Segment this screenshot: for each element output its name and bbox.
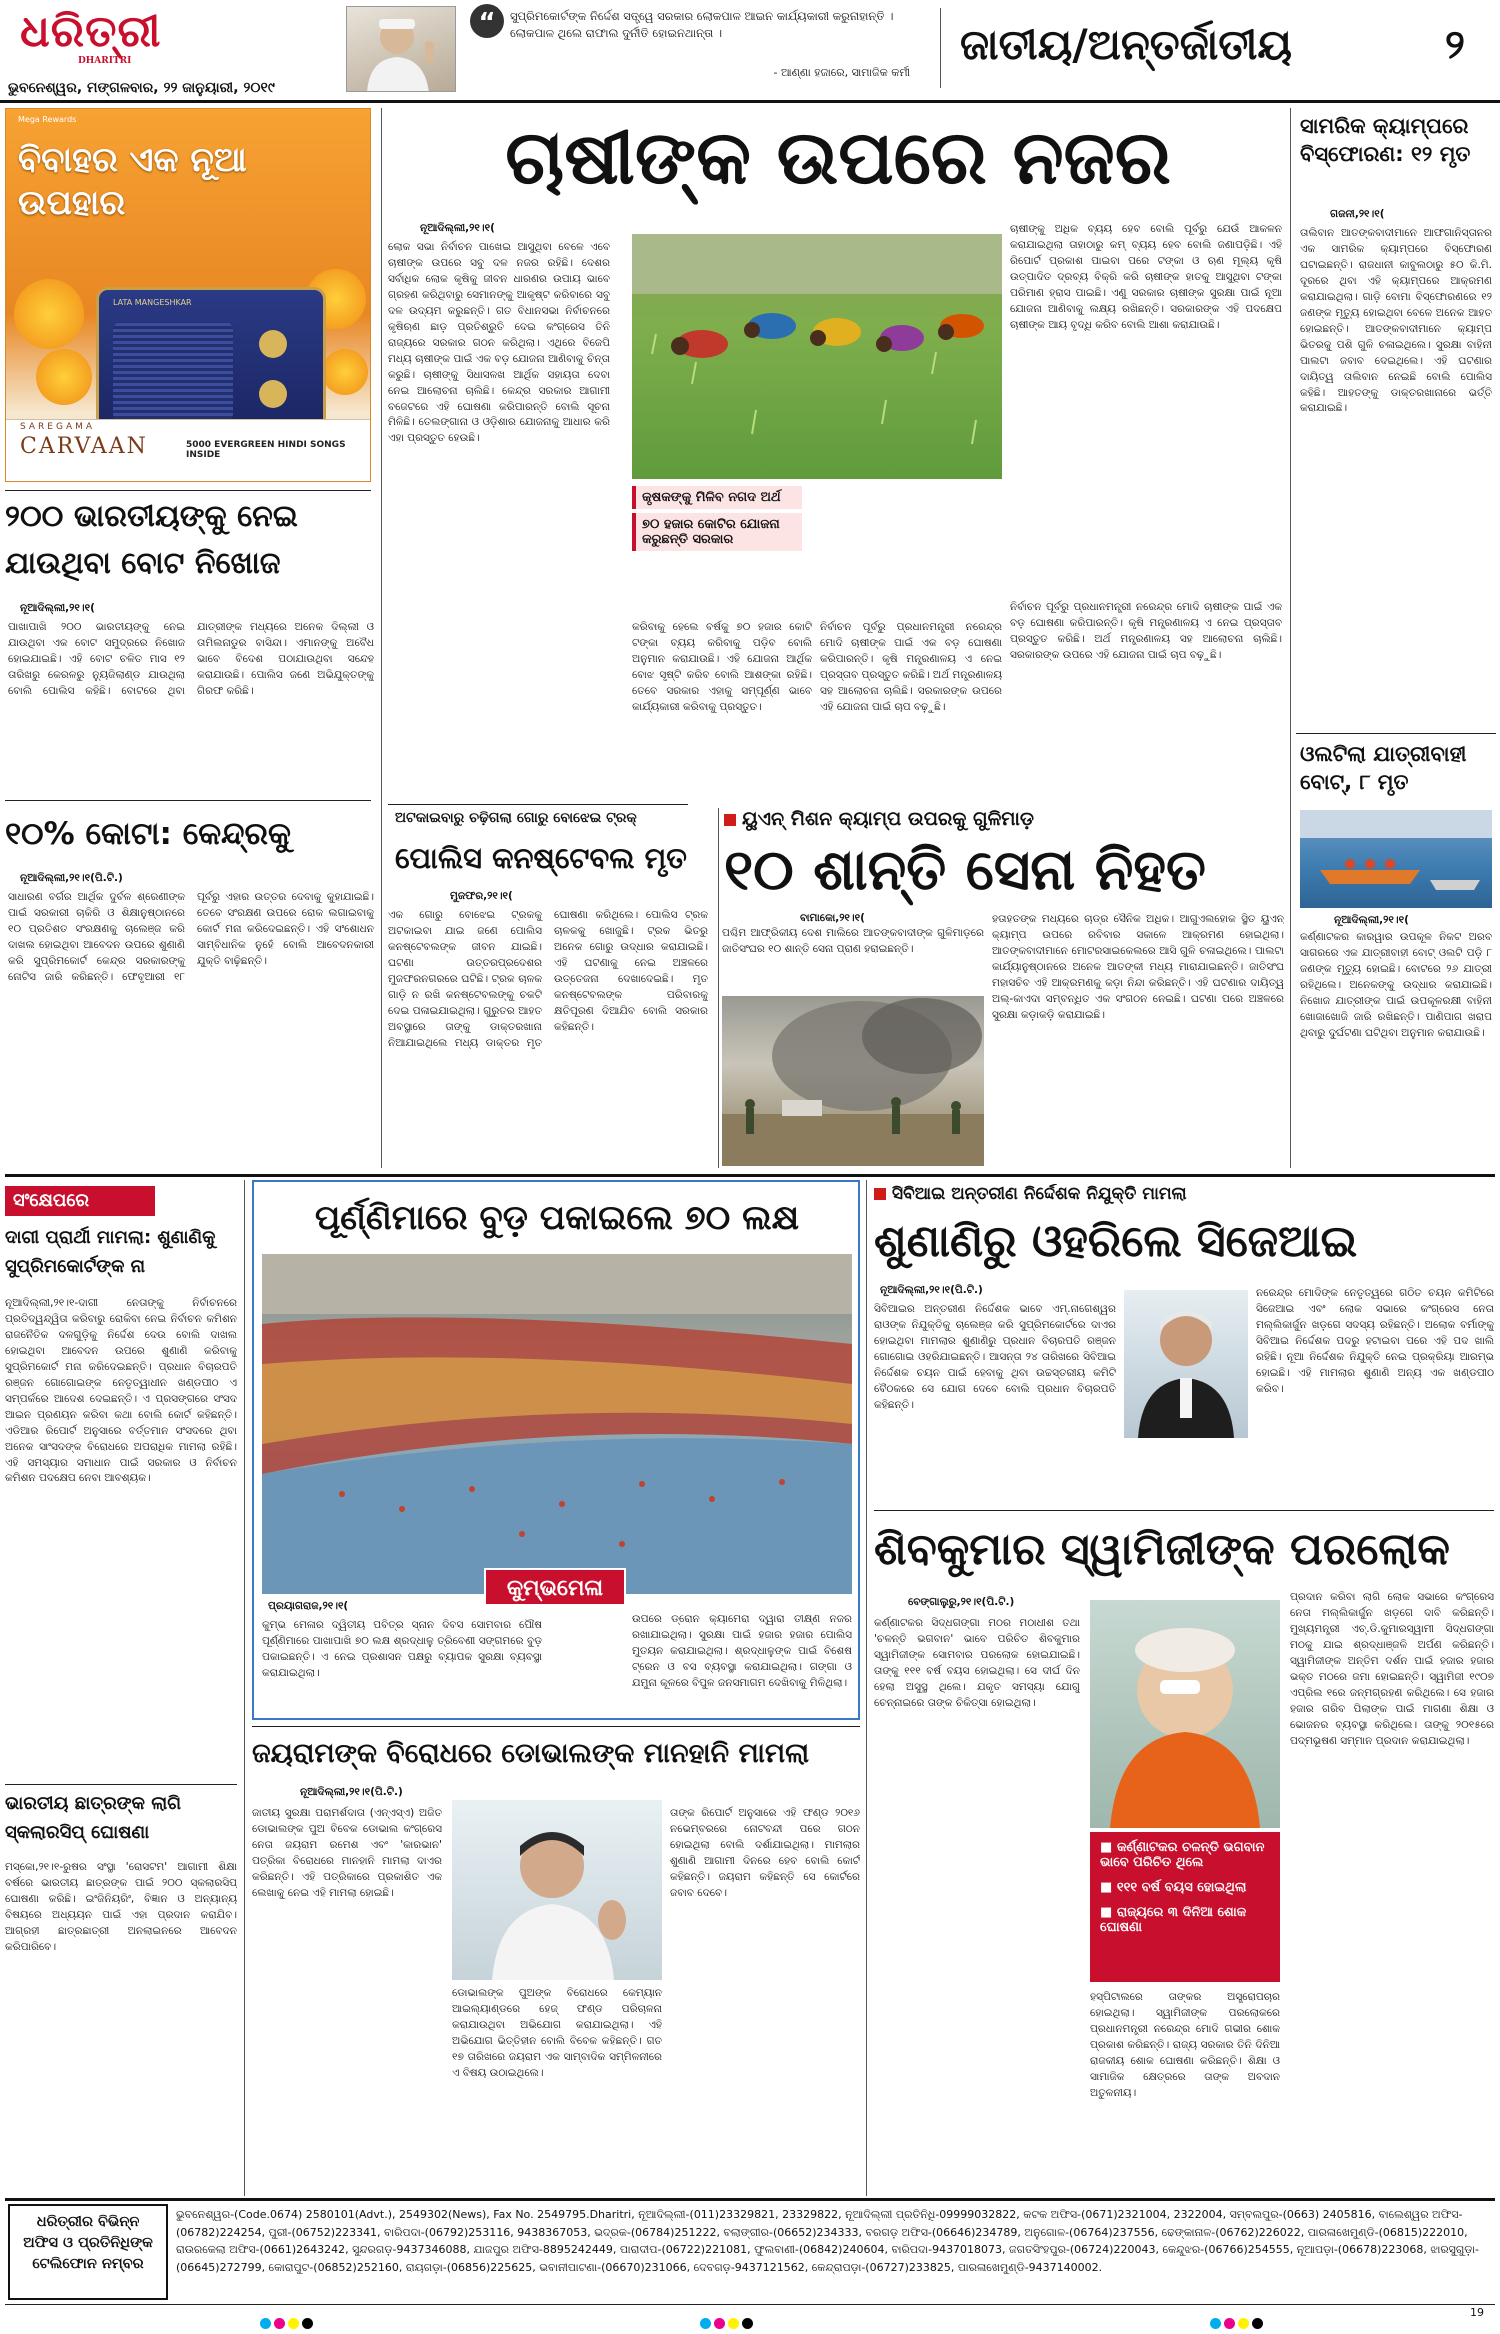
advertisement[interactable]: [5, 108, 371, 482]
marigold-decoration: [322, 349, 368, 395]
constable-headline: ପୋଲିସ କନଷ୍ଟେବଲ ମୃତ: [395, 841, 687, 875]
jairam-photo: [452, 1800, 662, 1980]
radio-label: LATA MANGESHKAR: [113, 298, 192, 307]
boat-missing-headline: ୨୦୦ ଭାରତୀୟଙ୍କୁ ନେଇ ଯାଉଥିବା ବୋଟ ନିଖୋଜ: [5, 499, 298, 581]
shiva-highlights: [1090, 1832, 1280, 1982]
peacekeepers-body-col2: ହତାହତଙ୍କ ମଧ୍ୟରେ ଚାଡ୍‌ର ସୈନିକ ଅଧିକ। ଆଗୁଏଲହୋକ ସ୍ଥିତ ୟୁଏନ୍ କ୍ୟାମ୍ପ ଉପରେ ରବିବାର ସକାଳେ ଆକ୍ରମଣ ହୋଇଥିଲା। ଆତଙ୍କବାଦୀମାନେ ମୋଟରସାଇକେଲରେ ଆସି ଗୁଳି ଚଳାଇଥିଲେ। ପାଲଟା କାର୍ଯ୍ୟାନୁଷ୍ଠାନରେ ଅନେକ ଆତଙ୍କୀ ମଧ୍ୟ ମାରାଯାଇଛନ୍ତି। ଜାତିସଂଘ ମହାସଚିବ ଏହି ଆକ୍ରମଣକୁ କଡ଼ା ନିନ୍ଦା କରିଛନ୍ତି। ଏହି ଘଟଣାର ଦାୟିତ୍ୱ ଅଲ୍‌-କାଏଦା ସମ୍ବନ୍ଧିତ ଏକ ସଂଗଠନ ନେଇଛି। ଘଟଣା ପରେ ଅଞ୍ଚଳରେ ସୁରକ୍ଷା କଡ଼ାକଡ଼ି କରାଯାଇଛି।: [992, 913, 1284, 1021]
ad-tagline: 5000 EVERGREEN HINDI SONGS INSIDE: [186, 440, 346, 460]
ad-corner-text: Mega Rewards: [18, 115, 77, 124]
quote-attribution: - ଆଣ୍ଣା ହଜାରେ, ସାମାଜିକ କର୍ମୀ: [773, 66, 910, 79]
blast-headline: ସାମରିକ କ୍ୟାମ୍ପରେ ବିସ୍ଫୋରଣ: ୧୨ ମୃତ: [1300, 114, 1471, 167]
shiva-dateline: ବେଙ୍ଗାଲୁରୁ,୨୧।୧(ପି.ଟି.): [908, 1596, 1015, 1608]
newspaper-logo: [20, 8, 250, 68]
magenta-dot-icon: [274, 2318, 285, 2329]
section-rule: [1296, 733, 1496, 734]
highlight-item: ■ କର୍ଣ୍ଣାଟକର ଚଳନ୍ତି ଭଗବାନ ଭାବେ ପରିଚିତ ଥିଲେ: [1100, 1840, 1270, 1870]
section-title: ଜାତୀୟ/ଅନ୍ତର୍ଜାତୀୟ: [960, 20, 1293, 69]
blast-body: ତାଲିବାନ ଆତଙ୍କବାଦୀମାନେ ଆଫଗାନିସ୍ତାନର ଏକ ସାମରିକ କ୍ୟାମ୍ପରେ ବିସ୍ଫୋରଣ ଘଟାଇଛନ୍ତି। ରାଜଧାନୀ କାବୁଲଠାରୁ ୫୦ କି.ମି. ଦୂରରେ ଥିବା ଏହି କ୍ୟାମ୍ପରେ ଆକ୍ରମଣ କରାଯାଇଥିଲା। ଗାଡ଼ି ବୋମା ବିସ୍ଫୋରଣରେ ୧୨ ଜଣଙ୍କ ମୃତ୍ୟୁ ହୋଇଥିବା ବେଳେ ଅନେକ ଆହତ ହୋଇଛନ୍ତି। ଆତଙ୍କବାଦୀମାନେ କ୍ୟାମ୍ପ ଭିତରକୁ ପଶି ଗୁଳି ଚଳାଇଥିଲେ। ସୁରକ୍ଷା ବାହିନୀ ପାଲଟା ଜବାବ ଦେଇଥିଲେ। ଏହି ଘଟଣାର ଦାୟିତ୍ୱ ତାଲିବାନ ନେଇଛି ବୋଲି ପୋଲିସ କହିଛି। ଆହତଙ୍କୁ ଡାକ୍ତରଖାନାରେ ଭର୍ତ୍ତି କରାଯାଇଛି।: [1300, 227, 1492, 415]
lead-headline: ଚାଷୀଙ୍କ ଉପରେ ନଜର: [505, 115, 1171, 201]
cji-photo: [1124, 1290, 1248, 1438]
cbi-kicker: [874, 1184, 1494, 1208]
boat-missing-body: ପାଖାପାଖି ୨୦୦ ଭାରତୀୟଙ୍କୁ ନେଇ ଯାଉଥିବା ଏକ ବୋଟ ସମୁଦ୍ରରେ ନିଖୋଜ ହୋଇଯାଇଛି। ଏହି ବୋଟ ଚଳିତ ମାସ ୧୨ ତାରିଖରୁ କେରଳରୁ ନ୍ୟୁଜିଲାଣ୍ଡ ଯାଉଥିଲା ବୋଲି ପୋଲିସ କହିଛି। ବୋଟରେ ଥିବା ଯାତ୍ରୀଙ୍କ ମଧ୍ୟରେ ଅନେକ ଦିଲ୍ଲୀ ଓ ତାମିଲନାଡୁର ବାସିନ୍ଦା। ଏମାନଙ୍କୁ ଅବୈଧ ଭାବେ ବିଦେଶ ପଠାଯାଉଥିବା ସନ୍ଦେହ କରାଯାଉଛି। ପୋଲିସ ଜଣେ ଅଭିଯୁକ୍ତଙ୍କୁ ଗିରଫ କରିଛି।: [8, 621, 374, 697]
blast-dateline: ଗଜନୀ,୨୧।୧(: [1330, 208, 1385, 220]
kumbh-photo: [262, 1254, 852, 1594]
cbi-dateline: ନୂଆଦିଲ୍ଲୀ,୨୧।୧(ପି.ଟି.): [880, 1284, 983, 1296]
column-rule: [1290, 108, 1291, 1168]
constable-kicker: ଅଟକାଇବାରୁ ଚଢ଼ିଗଲା ଗୋରୁ ବୋଝେଇ ଟ୍ରକ୍: [395, 810, 637, 826]
shiva-headline: ଶିବକୁମାର ସ୍ୱାମିଜୀଙ୍କ ପରଲୋକ: [874, 1524, 1450, 1575]
section-rule: [252, 1726, 860, 1727]
boat-rescue-photo: [1300, 810, 1492, 908]
yellow-dot-icon: [728, 2318, 739, 2329]
radio-product-image: [96, 287, 326, 435]
lead-body-col4: ନିର୍ବାଚନ ପୂର୍ବରୁ ପ୍ରଧାନମନ୍ତ୍ରୀ ନରେନ୍ଦ୍ର ମୋଦି ଚାଷୀଙ୍କ ପାଇଁ ଏକ ବଡ଼ ଘୋଷଣା କରିପାରନ୍ତି। କୃଷି ମନ୍ତ୍ରଣାଳୟ ଏ ନେଇ ପ୍ରସ୍ତାବ ପ୍ରସ୍ତୁତ କରିଛି। ଅର୍ଥ ମନ୍ତ୍ରଣାଳୟ ସହ ଆଲୋଚନା ଚାଲିଛି। ସରକାରଙ୍କ ଉପରେ ଏହି ଯୋଜନା ପାଇଁ ଚାପ ବଢ଼ୁଛି।: [820, 621, 1002, 713]
yellow-dot-icon: [1238, 2318, 1249, 2329]
quota-headline: ୧୦% କୋଟା: କେନ୍ଦ୍ରକୁ: [5, 816, 291, 852]
ad-headline: ବିବାହର ଏକ ନୂଆ ଉପହାର: [18, 140, 247, 223]
cyan-dot-icon: [1210, 2318, 1221, 2329]
brief-item1-body: ନୂଆଦିଲ୍ଲୀ,୨୧।୧-ଦାଗୀ ନେତାଙ୍କୁ ନିର୍ବାଚନରେ ପ୍ରତିଦ୍ୱନ୍ଦ୍ୱିତା କରିବାରୁ ରୋକିବା ନେଇ ନିର୍ବାଚନ କମିଶନ ରାଜନୈତିକ ଦଳଗୁଡ଼ିକୁ ନିର୍ଦ୍ଦେଶ ଦେଉ ବୋଲି ଦାଖଲ ହୋଇଥିବା ଆବେଦନ ଉପରେ ଶୁଣାଣି କରିବାକୁ ସୁପ୍ରିମକୋର୍ଟ ମନା କରିଦେଇଛନ୍ତି। ପ୍ରଧାନ ବିଚାରପତି ରଞ୍ଜନ ଗୋଗୋଇଙ୍କ ନେତୃତ୍ୱାଧୀନ ଖଣ୍ଡପୀଠ ଏ ସମ୍ପର୍କରେ ଆଦେଶ ଦେଇଛନ୍ତି। ଏ ପ୍ରସଙ୍ଗରେ ସଂସଦ ଆଇନ ପ୍ରଣୟନ କରିବା କଥା ବୋଲି କୋର୍ଟ କହିଛନ୍ତି। ଏଡିଆର ରିପୋର୍ଟ ଅନୁସାରେ ବର୍ତ୍ତମାନ ସଂସଦରେ ଥିବା ଅନେକ ସାଂସଦଙ୍କ ବିରୋଧରେ ଅପରାଧିକ ମାମଲା ରହିଛି। ଏହି ସମସ୍ୟାର ସମାଧାନ ପାଇଁ ସରକାର ଓ ନିର୍ବାଚନ କମିଶନ ପଦକ୍ଷେପ ନେବା ଆବଶ୍ୟକ।: [5, 1297, 237, 1485]
section-rule: [874, 1510, 1494, 1511]
lead-dateline: ନୂଆଦିଲ୍ଲୀ,୨୧।୧(: [420, 222, 495, 234]
boat-capsize-body: କର୍ଣ୍ଣାଟକର କାରୱାର ଉପକୂଳ ନିକଟ ଅରବ ସାଗରରେ ଏକ ଯାତ୍ରୀବାହୀ ବୋଟ୍ ଓଲଟି ପଡ଼ି ୮ ଜଣଙ୍କ ମୃତ୍ୟୁ ହୋଇଛି। ବୋଟରେ ୨୬ ଯାତ୍ରୀ ରହିଥିଲେ। ଅନେକଙ୍କୁ ଉଦ୍ଧାର କରାଯାଇଛି। ନିଖୋଜ ଯାତ୍ରୀଙ୍କ ପାଇଁ ଉପକୂଳରକ୍ଷୀ ବାହିନୀ ଖୋଜାଖୋଜି ଜାରି ରଖିଛନ୍ତି। ପାଣିପାଗ ଖରାପ ଥିବାରୁ ଦୁର୍ଘଟଣା ଘଟିଥିବା ଅନୁମାନ କରାଯାଉଛି।: [1300, 931, 1492, 1039]
magenta-dot-icon: [714, 2318, 725, 2329]
peacekeepers-kicker-text: ୟୁଏନ୍ ମିଶନ କ୍ୟାମ୍ପ ଉପରକୁ ଗୁଳିମାଡ଼: [742, 808, 1034, 830]
lead-body-col5: ନିର୍ବାଚନ ପୂର୍ବରୁ ପ୍ରଧାନମନ୍ତ୍ରୀ ନରେନ୍ଦ୍ର ମୋଦି ଚାଷୀଙ୍କ ପାଇଁ ଏକ ବଡ଼ ଘୋଷଣା କରିପାରନ୍ତି। କୃଷି ମନ୍ତ୍ରଣାଳୟ ଏ ନେଇ ପ୍ରସ୍ତାବ ପ୍ରସ୍ତୁତ କରିଛି। ଅର୍ଥ ମନ୍ତ୍ରଣାଳୟ ସହ ଆଲୋଚନା ଚାଲିଛି। ସରକାରଙ୍କ ଉପରେ ଏହି ଯୋଜନା ପାଇଁ ଚାପ ବଢ଼ୁଛି।: [1010, 601, 1282, 661]
black-dot-icon: [742, 2318, 753, 2329]
marigold-decoration: [36, 349, 92, 405]
logo-wordmark: ଧରିତ୍ରୀ: [20, 8, 162, 57]
section-rule: [5, 1174, 1495, 1177]
magenta-dot-icon: [1224, 2318, 1235, 2329]
peacekeepers-photo: [722, 996, 984, 1166]
lead-body-col3: କରିବାକୁ ହେଲେ ବର୍ଷକୁ ୭୦ ହଜାର କୋଟି ଟଙ୍କା ବ୍ୟୟ କରିବାକୁ ପଡ଼ିବ ବୋଲି ଅନୁମାନ କରାଯାଉଛି। ଏହି ଯୋଜନା ଆର୍ଥିକ ବୋଝ ସୃଷ୍ଟି କରିବ ବୋଲି ଆଶଙ୍କା ରହିଛି। ତେବେ ସରକାର ଏହାକୁ ସମ୍ପୂର୍ଣ୍ଣ ଭାବେ କାର୍ଯ୍ୟକାରୀ କରିବାକୁ ପ୍ରସ୍ତୁତ।: [632, 621, 812, 713]
quota-dateline: ନୂଆଦିଲ୍ଲୀ,୨୧।୧(ପି.ଟି.): [20, 872, 123, 884]
ad-brand-top: SAREGAMA: [20, 422, 96, 432]
column-rule: [381, 108, 382, 1168]
kicker-marker-icon: [724, 814, 736, 826]
brief-item2-headline: ଭାରତୀୟ ଛାତ୍ରଙ୍କ ଲାଗି ସ୍କଲାରସିପ୍ ଘୋଷଣା: [5, 1793, 182, 1843]
shiva-body-col3: ପ୍ରଦାନ କରିବା ଲାଗି ଲୋକ ସଭାରେ କଂଗ୍ରେସ ନେତା ମଲ୍ଲିକାର୍ଜୁନ ଖଡ଼ଗେ ଦାବି କରିଛନ୍ତି। ମୁଖ୍ୟମନ୍ତ୍ରୀ ଏଚ୍‌.ଡି.କୁମାରସ୍ୱାମୀ ସିଦ୍ଧଗଙ୍ଗା ମଠକୁ ଯାଇ ଶ୍ରଦ୍ଧାଞ୍ଜଳି ଅର୍ପଣ କରିଛନ୍ତି। ସ୍ୱାମିଜୀଙ୍କ ଅନ୍ତିମ ଦର୍ଶନ ପାଇଁ ହଜାର ହଜାର ଭକ୍ତ ମଠରେ ଜମା ହୋଇଛନ୍ତି। ସ୍ୱାମିଜୀ ୧୯୦୭ ଏପ୍ରିଲ ୧ରେ ଜନ୍ମଗ୍ରହଣ କରିଥିଲେ। ସେ ହଜାର ହଜାର ଗରିବ ପିଲାଙ୍କ ପାଇଁ ମାଗଣା ଶିକ୍ଷା ଓ ଭୋଜନର ବ୍ୟବସ୍ଥା କରିଥିଲେ। ତାଙ୍କୁ ୨୦୧୫ରେ ପଦ୍ମଭୂଷଣ ସମ୍ମାନ ପ୍ରଦାନ କରାଯାଇଥିଲା।: [1290, 1591, 1494, 1747]
speaker-grill: [113, 322, 233, 422]
quote-icon: “: [470, 4, 504, 38]
jairam-body-col1: ଜାତୀୟ ସୁରକ୍ଷା ପରାମର୍ଶଦାତା (ଏନ୍‌ଏସ୍‌ଏ) ଅଜିତ ଡୋଭାଲଙ୍କ ପୁଅ ବିବେକ ଡୋଭାଲ କଂଗ୍ରେସ ନେତା ଜୟରାମ ରମେଶ ଏବଂ 'କାରଭାନ' ପତ୍ରିକା ବିରୋଧରେ ମାନହାନି ମାମଲା ଦାଏର କରିଛନ୍ତି। ଏହି ପତ୍ରିକାରେ ପ୍ରକାଶିତ ଏକ ଲେଖାକୁ ନେଇ ଏହି ମାମଲା ହୋଇଛି।: [252, 1807, 442, 1899]
section-rule: [5, 1784, 237, 1785]
brief-item1-headline: ଦାଗୀ ପ୍ରାର୍ଥୀ ମାମଲା: ଶୁଣାଣିକୁ ସୁପ୍ରିମକୋର୍ଟଙ୍କ ନା: [5, 1227, 216, 1277]
brief-item2-body: ମସ୍କୋ,୨୧।୧-ରୁଷର ସଂସ୍ଥା 'ରୋସଟମ' ଆଗାମୀ ଶିକ୍ଷା ବର୍ଷରେ ଭାରତୀୟ ଛାତ୍ରଙ୍କ ପାଇଁ ୨୦୦ ସ୍କଲାରସିପ୍ ଘୋଷଣା କରିଛି। ଇଂଜିନିୟରିଂ, ବିଜ୍ଞାନ ଓ ଅନ୍ୟାନ୍ୟ ବିଷୟରେ ଅଧ୍ୟୟନ ପାଇଁ ଏହା ପ୍ରଦାନ କରାଯିବ। ଆଗ୍ରହୀ ଛାତ୍ରଛାତ୍ରୀ ଅନଲାଇନରେ ଆବେଦନ କରିପାରିବେ।: [5, 1861, 237, 1953]
section-rule: [5, 490, 371, 491]
kumbh-headline: ପୂର୍ଣ୍ଣିମାରେ ବୁଡ଼ ପକାଇଲେ ୭୦ ଲକ୍ଷ: [314, 1198, 800, 1238]
brief-tag: ସଂକ୍ଷେପରେ: [5, 1186, 155, 1216]
footer-bottom-rule: [5, 2304, 1495, 2305]
cyan-dot-icon: [260, 2318, 271, 2329]
jairam-headline: ଜୟରାମଙ୍କ ବିରୋଧରେ ଡୋଭାଲଙ୍କ ମାନହାନି ମାମଲା: [252, 1738, 810, 1769]
cbi-body-col2: ନରେନ୍ଦ୍ର ମୋଦିଙ୍କ ନେତୃତ୍ୱରେ ଗଠିତ ଚୟନ କମିଟିରେ ସିଜେଆଇ ଏବଂ ଲୋକ ସଭାରେ କଂଗ୍ରେସ ନେତା ମଲ୍ଲିକାର୍ଜୁନ ଖଡ଼ଗେ ସଦସ୍ୟ ରହିଛନ୍ତି। ଅଲୋକ ବର୍ମାଙ୍କୁ ସିବିଆଇ ନିର୍ଦ୍ଦେଶକ ପଦରୁ ହଟାଇବା ପରେ ଏହି ପଦ ଖାଲି ରହିଛି। ନୂଆ ନିର୍ଦ୍ଦେଶକ ନିଯୁକ୍ତି ନେଇ ପ୍ରକ୍ରିୟା ଆରମ୍ଭ ହୋଇଛି। ଏହି ମାମଲାର ଶୁଣାଣି ଅନ୍ୟ ଏକ ଖଣ୍ଡପୀଠ କରିବ।: [1256, 1287, 1494, 1395]
issue-dateline: ଭୁବନେଶ୍ୱର, ମଙ୍ଗଳବାର, ୨୨ ଜାନୁୟାରୀ, ୨୦୧୯: [8, 80, 275, 96]
peacekeepers-dateline: ବାମାକୋ,୨୧।୧(: [800, 912, 865, 924]
quota-body: ସାଧାରଣ ବର୍ଗର ଆର୍ଥିକ ଦୁର୍ବଳ ଶ୍ରେଣୀଙ୍କ ପାଇଁ ସରକାରୀ ଚାକିରି ଓ ଶିକ୍ଷାନୁଷ୍ଠାନରେ ୧୦ ପ୍ରତିଶତ ସଂରକ୍ଷଣକୁ ଚାଲେଞ୍ଜ କରି ଦାଖଲ ହୋଇଥିବା ଆବେଦନ ଉପରେ ଶୁଣାଣି କରି ସୁପ୍ରିମକୋର୍ଟ କେନ୍ଦ୍ର ସରକାରଙ୍କୁ ନୋଟିସ ଜାରି କରିଛନ୍ତି। ଫେବୃଆରୀ ୧୮ ପୂର୍ବରୁ ଏହାର ଉତ୍ତର ଦେବାକୁ କୁହାଯାଇଛି। ତେବେ ସଂରକ୍ଷଣ ଉପରେ ରୋକ ଲଗାଇବାକୁ କୋର୍ଟ ମନା କରିଦେଇଛନ୍ତି। ଏହି ସଂଶୋଧନ ସାମ୍ବିଧାନିକ ନୁହେଁ ବୋଲି ଆବେଦନକାରୀ ଯୁକ୍ତି ବାଢ଼ିଛନ୍ତି।: [8, 891, 374, 983]
constable-body: ଏକ ଗୋରୁ ବୋଝେଇ ଟ୍ରକକୁ ଅଟକାଇବା ଯାଇ ଜଣେ ପୋଲିସ କନଷ୍ଟେବଲଙ୍କ ଜୀବନ ଯାଇଛି। ଘଟଣା ଉତ୍ତରପ୍ରଦେଶର ମୁଜଫରନଗରରେ ଘଟିଛି। ଟ୍ରକ ଚାଳକ ଗାଡ଼ି ନ ରଖି କନଷ୍ଟେବଲଙ୍କୁ ଚକଟି ଦେଇ ପଳାଇଯାଇଥିଲା। ଗୁରୁତର ଆହତ ଅବସ୍ଥାରେ ତାଙ୍କୁ ଡାକ୍ତରଖାନା ନିଆଯାଇଥିଲେ ମଧ୍ୟ ଡାକ୍ତର ମୃତ ଘୋଷଣା କରିଥିଲେ। ପୋଲିସ ଟ୍ରକ ଚାଳକକୁ ଖୋଜୁଛି। ଟ୍ରକ ଭିତରୁ ଅନେକ ଗୋରୁ ଉଦ୍ଧାର କରାଯାଇଛି। ଏହି ଘଟଣାକୁ ନେଇ ଅଞ୍ଚଳରେ ଉତ୍ତେଜନା ଦେଖାଦେଇଛି। ମୃତ କନଷ୍ଟେବଲଙ୍କ ପରିବାରକୁ କ୍ଷତିପୂରଣ ଦିଆଯିବ ବୋଲି ସରକାର କହିଛନ୍ତି।: [388, 909, 708, 1049]
column-rule: [244, 1180, 245, 2196]
swamiji-photo: [1090, 1600, 1280, 1828]
highlight-item: ■ ରାଜ୍ୟରେ ୩ ଦିନିଆ ଶୋକ ଘୋଷଣା: [1100, 1905, 1270, 1935]
masthead-rule: [0, 100, 1500, 103]
highlight-item: ୭୦ ହଜାର କୋଟିର ଯୋଜନା କରୁଛନ୍ତି ସରକାର: [632, 513, 802, 551]
ad-brand: CARVAAN: [20, 434, 148, 459]
farmers-photo: [632, 234, 1002, 479]
footer-contacts: ଭୁବନେଶ୍ୱର-(Code.0674) 2580101(Advt.), 2549302(News), Fax No. 2549795.Dharitri, ନୂଆଦିଲ୍ଲୀ-(011)23329821, 23329822, ନୂଆଦିଲ୍ଲୀ ପ୍ରତିନିଧି-09999032822, କଟକ ଅଫିସ-(0671)2321004, 2322004, ସମ୍ବଲପୁର-(0663) 2405816, ବାଲେଶ୍ୱର ଅଫିସ-(06782)224254, ପୁରୀ-(06752)223341, ବାରିପଦା-(06792)253116, 9438367053, ଭଦ୍ରକ-(06784)251222, ବଲାଙ୍ଗୀର-(06652)234333, ବରଗଡ଼ ଅଫିସ-(06646)234789, ଅନୁଗୋଳ-(06764)237556, ଢେଙ୍କାନାଳ-(06762)226022, ପାରଳାଖେମୁଣ୍ଡି-(06815)222010, ରାଉରକେଲା ଅଫିସ-(0661)2643242, ସୁନ୍ଦରଗଡ଼-9437346088, ଯାଜପୁର ଅଫିସ-8895242449, ପାରାଦୀପ-(06722)221081, ଫୁଲବାଣୀ-(06842)240604, ବାରିପଦା-9437018073, ଜଗତସିଂହପୁର-(06724)220043, କେନ୍ଦୁଝର-(06766)254555, ନୂଆପଡ଼ା-(06678)223068, ଝାରସୁଗୁଡ଼ା-(06645)272799, କୋରାପୁଟ-(06852)252160, ରାୟଗଡ଼ା-(06856)225625, ଭବାନୀପାଟଣା-(06670)231066, ଦେବଗଡ଼-9437121562, କେନ୍ଦ୍ରାପଡ଼ା-(06727)233825, ପାରଳାଖେମୁଣ୍ଡି-9437140002.: [176, 2208, 1479, 2274]
jairam-dateline: ନୂଆଦିଲ୍ଲୀ,୨୧।୧(ପି.ଟି.): [300, 1786, 403, 1798]
masthead-divider: [940, 8, 941, 88]
black-dot-icon: [1252, 2318, 1263, 2329]
folio-number: 19: [1470, 2306, 1484, 2319]
column-rule: [866, 1180, 867, 2196]
yellow-dot-icon: [288, 2318, 299, 2329]
jairam-body-col2: ଡୋଭାଲଙ୍କ ପୁଅଙ୍କ ବିରୋଧରେ କେମ୍ୟାନ ଆଇଲ୍ୟାଣ୍ଡରେ ହେଜ୍ ଫଣ୍ଡ ପରିଚାଳନା କରାଯାଉଥିବା ଅଭିଯୋଗ କରାଯାଇଥିଲା। ଏହି ଅଭିଯୋଗ ଭିତ୍ତିହୀନ ବୋଲି ବିବେକ କହିଛନ୍ତି। ଗତ ୧୭ ତାରିଖରେ ଜୟରାମ ଏକ ସାମ୍ବାଦିକ ସମ୍ମିଳନୀରେ ଏ ବିଷୟ ଉଠାଇଥିଲେ।: [452, 1987, 662, 2079]
jairam-body-col3: ତାଙ୍କ ରିପୋର୍ଟ ଅନୁସାରେ ଏହି ଫଣ୍ଡ ୨୦୧୬ ନଭେମ୍ବରରେ ନୋଟବନ୍ଦୀ ପରେ ଗଠନ ହୋଇଥିଲା ବୋଲି ଦର୍ଶାଯାଇଥିଲା। ମାମଲାର ଶୁଣାଣି ଆଗାମୀ ଦିନରେ ହେବ ବୋଲି କୋର୍ଟ କହିଛନ୍ତି। ଜୟରାମ କହିଛନ୍ତି ସେ କୋର୍ଟରେ ଜବାବ ଦେବେ।: [670, 1807, 860, 1899]
footer-label-box: ଧରିତ୍ରୀର ବିଭିନ୍ନ ଅଫିସ ଓ ପ୍ରତିନିଧିଙ୍କ ଟେଲିଫୋନ ନମ୍ବର: [8, 2204, 168, 2300]
kicker-marker-icon: [874, 1188, 886, 1200]
quote-text: ସୁପ୍ରିମକୋର୍ଟଙ୍କ ନିର୍ଦ୍ଦେଶ ସତ୍ତ୍ୱେ ସରକାର ଲୋକପାଳ ଆଇନ କାର୍ଯ୍ୟକାରୀ କରୁନାହାନ୍ତି । ଲୋକପାଳ ଥିଲେ ରାଫାଲ ଦୁର୍ନୀତି ହୋଇନଥାନ୍ତା ।: [510, 9, 894, 40]
marigold-decoration: [14, 279, 84, 349]
column-rule: [718, 808, 719, 1168]
registration-marks: [700, 2314, 756, 2326]
lead-highlights: [632, 486, 802, 556]
highlight-item: ■ ୧୧୧ ବର୍ଷ ବୟସ ହୋଇଥିଲା: [1100, 1880, 1270, 1895]
cbi-headline: ଶୁଣାଣିରୁ ଓହରିଲେ ସିଜେଆଇ: [874, 1216, 1358, 1267]
kumbh-body-col1: କୁମ୍ଭ ମେଳାର ଦ୍ୱିତୀୟ ପବିତ୍ର ସ୍ନାନ ଦିବସ ସୋମବାର ପୌଷ ପୂର୍ଣ୍ଣିମାରେ ପାଖାପାଖି ୭୦ ଲକ୍ଷ ଶ୍ରଦ୍ଧାଳୁ ତ୍ରିବେଣୀ ସଙ୍ଗମରେ ବୁଡ଼ ପକାଇଛନ୍ତି। ଏ ନେଇ ପ୍ରଶାସନ ପକ୍ଷରୁ ବ୍ୟାପକ ସୁରକ୍ଷା ବ୍ୟବସ୍ଥା କରାଯାଇଥିଲା।: [262, 1619, 542, 1679]
boat-capsize-headline: ଓଲଟିଲା ଯାତ୍ରୀବାହୀ ବୋଟ୍, ୮ ମୃତ: [1300, 742, 1467, 795]
black-dot-icon: [302, 2318, 313, 2329]
footer-rule: [5, 2198, 1495, 2201]
radio-knob: [259, 380, 287, 408]
logo-subtext: DHARITRI: [78, 56, 132, 66]
registration-marks: [260, 2314, 316, 2326]
highlight-item: କୃଷକଙ୍କୁ ମିଳିବ ନଗଦ ଅର୍ଥ: [632, 486, 802, 509]
boat-missing-dateline: ନୂଆଦିଲ୍ଲୀ,୨୧।୧(: [20, 602, 95, 614]
ad-brand-strip: [6, 419, 370, 481]
cbi-kicker-text: ସିବିଆଇ ଅନ୍ତରୀଣ ନିର୍ଦ୍ଦେଶକ ନିଯୁକ୍ତି ମାମଲା: [892, 1184, 1187, 1204]
peacekeepers-headline: ୧୦ ଶାନ୍ତି ସେନା ନିହତ: [724, 838, 1206, 903]
peacekeepers-kicker: [724, 808, 1104, 832]
lead-body-col1: ଲୋକ ସଭା ନିର୍ବାଚନ ପାଖେଇ ଆସୁଥିବା ବେଳେ ଏବେ ଚାଷୀଙ୍କ ଉପରେ ସବୁ ଦଳ ନଜର ରହିଛି। ଦେଶର ସର୍ବାଧିକ ଲୋକ କୃଷିକୁ ଜୀବନ ଧାରଣର ଉପାୟ ଭାବେ ଗ୍ରହଣ କରିଥିବାରୁ ସେମାନଙ୍କୁ ଆକୃଷ୍ଟ କରିବାରେ ସବୁ ଦଳ ଉଦ୍ୟମ କରୁଛନ୍ତି। ଗତ ବିଧାନସଭା ନିର୍ବାଚନରେ କୃଷିଋଣ ଛାଡ଼ ପ୍ରତିଶ୍ରୁତି ଦେଇ କଂଗ୍ରେସ ତିନି ରାଜ୍ୟରେ ସରକାର ଗଠନ କରିଥିଲା। ଏଥିରେ ବିଜେପି ମଧ୍ୟ ଚାଷୀଙ୍କ ପାଇଁ ଏକ ବଡ଼ ଯୋଜନା ଆଣିବାକୁ ଚିନ୍ତା କରୁଛି। ଚାଷୀଙ୍କୁ ସିଧାସଳଖ ଆର୍ଥିକ ସହାୟତା ଦେବା ନେଇ ଆଲୋଚନା ଚାଲିଛି। କେନ୍ଦ୍ର ସରକାର ଆଗାମୀ ବଜେଟରେ ଏହି ଘୋଷଣା କରିପାରନ୍ତି ବୋଲି ସୂଚନା ମିଳିଛି। ତେଲଙ୍ଗାନା ଓ ଓଡ଼ିଶାର ଯୋଜନାକୁ ଆଧାର କରି ଏହା ପ୍ରସ୍ତୁତ ହେଉଛି।: [388, 241, 610, 445]
kumbh-tag: କୁମ୍ଭମେଳା: [484, 1568, 626, 1606]
page-number: ୨: [1445, 22, 1465, 68]
cbi-body-col1: ସିବିଆଇର ଅନ୍ତରୀଣ ନିର୍ଦ୍ଦେଶକ ଭାବେ ଏମ୍‌.ନାଗେଶ୍ୱର ରାଓଙ୍କ ନିଯୁକ୍ତିକୁ ଚାଲେଞ୍ଜ କରି ସୁପ୍ରିମକୋର୍ଟରେ ଦାଏର ହୋଇଥିବା ମାମଲାର ଶୁଣାଣିରୁ ପ୍ରଧାନ ବିଚାରପତି ରଞ୍ଜନ ଗୋଗୋଇ ଓହରିଯାଇଛନ୍ତି। ଆସନ୍ତା ୨୪ ତାରିଖରେ ସିବିଆଇ ନିର୍ଦ୍ଦେଶକ ଚୟନ ପାଇଁ ହେବାକୁ ଥିବା ଉଚ୍ଚସ୍ତରୀୟ କମିଟି ବୈଠକରେ ସେ ଯୋଗ ଦେବେ ବୋଲି ପ୍ରଧାନ ବିଚାରପତି କହିଛନ୍ତି।: [874, 1303, 1116, 1411]
radio-knob: [259, 330, 287, 358]
constable-dateline: ମୁଜଫର,୨୧।୧(: [450, 890, 513, 902]
kumbh-dateline: ପ୍ରୟାଗରାଜ,୨୧।୧(: [268, 1600, 349, 1612]
section-rule: [388, 804, 688, 805]
peacekeepers-body-col1: ପଶ୍ଚିମ ଆଫ୍ରିକୀୟ ଦେଶ ମାଲିରେ ଆତଙ୍କବାଦୀଙ୍କ ଗୁଳିମାଡ଼ରେ ଜାତିସଂଘର ୧୦ ଶାନ୍ତି ସେନା ପ୍ରାଣ ହରାଇଛନ୍ତି।: [722, 927, 984, 955]
shiva-body-col2: ହସ୍ପିଟାଲରେ ତାଙ୍କର ଅସ୍ତ୍ରୋପଚାର ହୋଇଥିଲା। ସ୍ୱାମିଜୀଙ୍କ ପରଲୋକରେ ପ୍ରଧାନମନ୍ତ୍ରୀ ନରେନ୍ଦ୍ର ମୋଦି ଗଭୀର ଶୋକ ପ୍ରକାଶ କରିଛନ୍ତି। ରାଜ୍ୟ ସରକାର ତିନି ଦିନିଆ ରାଜକୀୟ ଶୋକ ଘୋଷଣା କରିଛନ୍ତି। ଶିକ୍ଷା ଓ ସାମାଜିକ କ୍ଷେତ୍ରରେ ତାଙ୍କ ଅବଦାନ ଅତୁଳନୀୟ।: [1090, 1991, 1280, 2099]
kumbh-body-col2: ଉପରେ ଡ୍ରୋନ କ୍ୟାମେରା ଦ୍ୱାରା ତୀକ୍ଷ୍ଣ ନଜର ରଖାଯାଇଥିଲା। ସୁରକ୍ଷା ପାଇଁ ହଜାର ହଜାର ପୋଲିସ ମୁତୟନ କରାଯାଇଥିଲା। ଶ୍ରଦ୍ଧାଳୁଙ୍କ ପାଇଁ ବିଶେଷ ଟ୍ରେନ ଓ ବସ ବ୍ୟବସ୍ଥା କରାଯାଇଥିଲା। ଗଙ୍ଗା ଓ ଯମୁନା କୂଳରେ ବିପୁଳ ଜନସମାଗମ ଦେଖିବାକୁ ମିଳିଥିଲା।: [632, 1613, 852, 1689]
registration-marks: [1210, 2314, 1266, 2326]
quote-person-photo: [346, 6, 456, 92]
cyan-dot-icon: [700, 2318, 711, 2329]
boat-capsize-dateline: ନୂଆଦିଲ୍ଲୀ,୨୧।୧(: [1334, 914, 1409, 926]
shiva-body-col1: କର୍ଣ୍ଣାଟକର ସିଦ୍ଧଗଙ୍ଗା ମଠର ମଠାଧୀଶ ତଥା 'ଚଳନ୍ତି ଭଗବାନ' ଭାବେ ପରିଚିତ ଶିବକୁମାର ସ୍ୱାମିଜୀଙ୍କ ସୋମବାର ପରଲୋକ ହୋଇଯାଇଛି। ତାଙ୍କୁ ୧୧୧ ବର୍ଷ ବୟସ ହୋଇଥିଲା। ସେ ଦୀର୍ଘ ଦିନ ହେଲା ଅସୁସ୍ଥ ଥିଲେ। ଯକୃତ ସମସ୍ୟା ଯୋଗୁ ଚେନ୍ନାଇରେ ତାଙ୍କ ଚିକିତ୍ସା ହୋଇଥିଲା।: [874, 1617, 1080, 1709]
lead-body-col2: ଚାଷୀଙ୍କୁ ଅଧିକ ବ୍ୟୟ ହେବ ବୋଲି ପୂର୍ବରୁ ଯେଉଁ ଆକଳନ କରାଯାଇଥିଲା ତାହାଠାରୁ କମ୍ ବ୍ୟୟ ହେବ ବୋଲି ଜଣାପଡ଼ିଛି। ଏହି ରିପୋର୍ଟ ପ୍ରକାଶ ପାଇବା ପରେ ଟଙ୍କା ଓ ଋଣ ମୂଲ୍ୟ କୃଷି ଉତ୍ପାଦିତ ଦ୍ରବ୍ୟ ବିକ୍ରି କରି ଚାଷୀଙ୍କ ହାତକୁ ଆସୁଥିବା ଟଙ୍କା ପରିମାଣ ହ୍ରାସ ପାଇଛି। ଏଣୁ ସରକାର ଚାଷୀଙ୍କ ସୁରକ୍ଷା ପାଇଁ ନୂଆ ଯୋଜନା ଆଣିବାକୁ ଲକ୍ଷ୍ୟ ରଖିଛନ୍ତି। ସରକାରଙ୍କ ଏହି ପଦକ୍ଷେପ ଚାଷୀଙ୍କ ଆୟ ବୃଦ୍ଧି କରିବ ବୋଲି ଆଶା କରାଯାଉଛି।: [1010, 223, 1282, 331]
section-rule: [5, 800, 371, 801]
